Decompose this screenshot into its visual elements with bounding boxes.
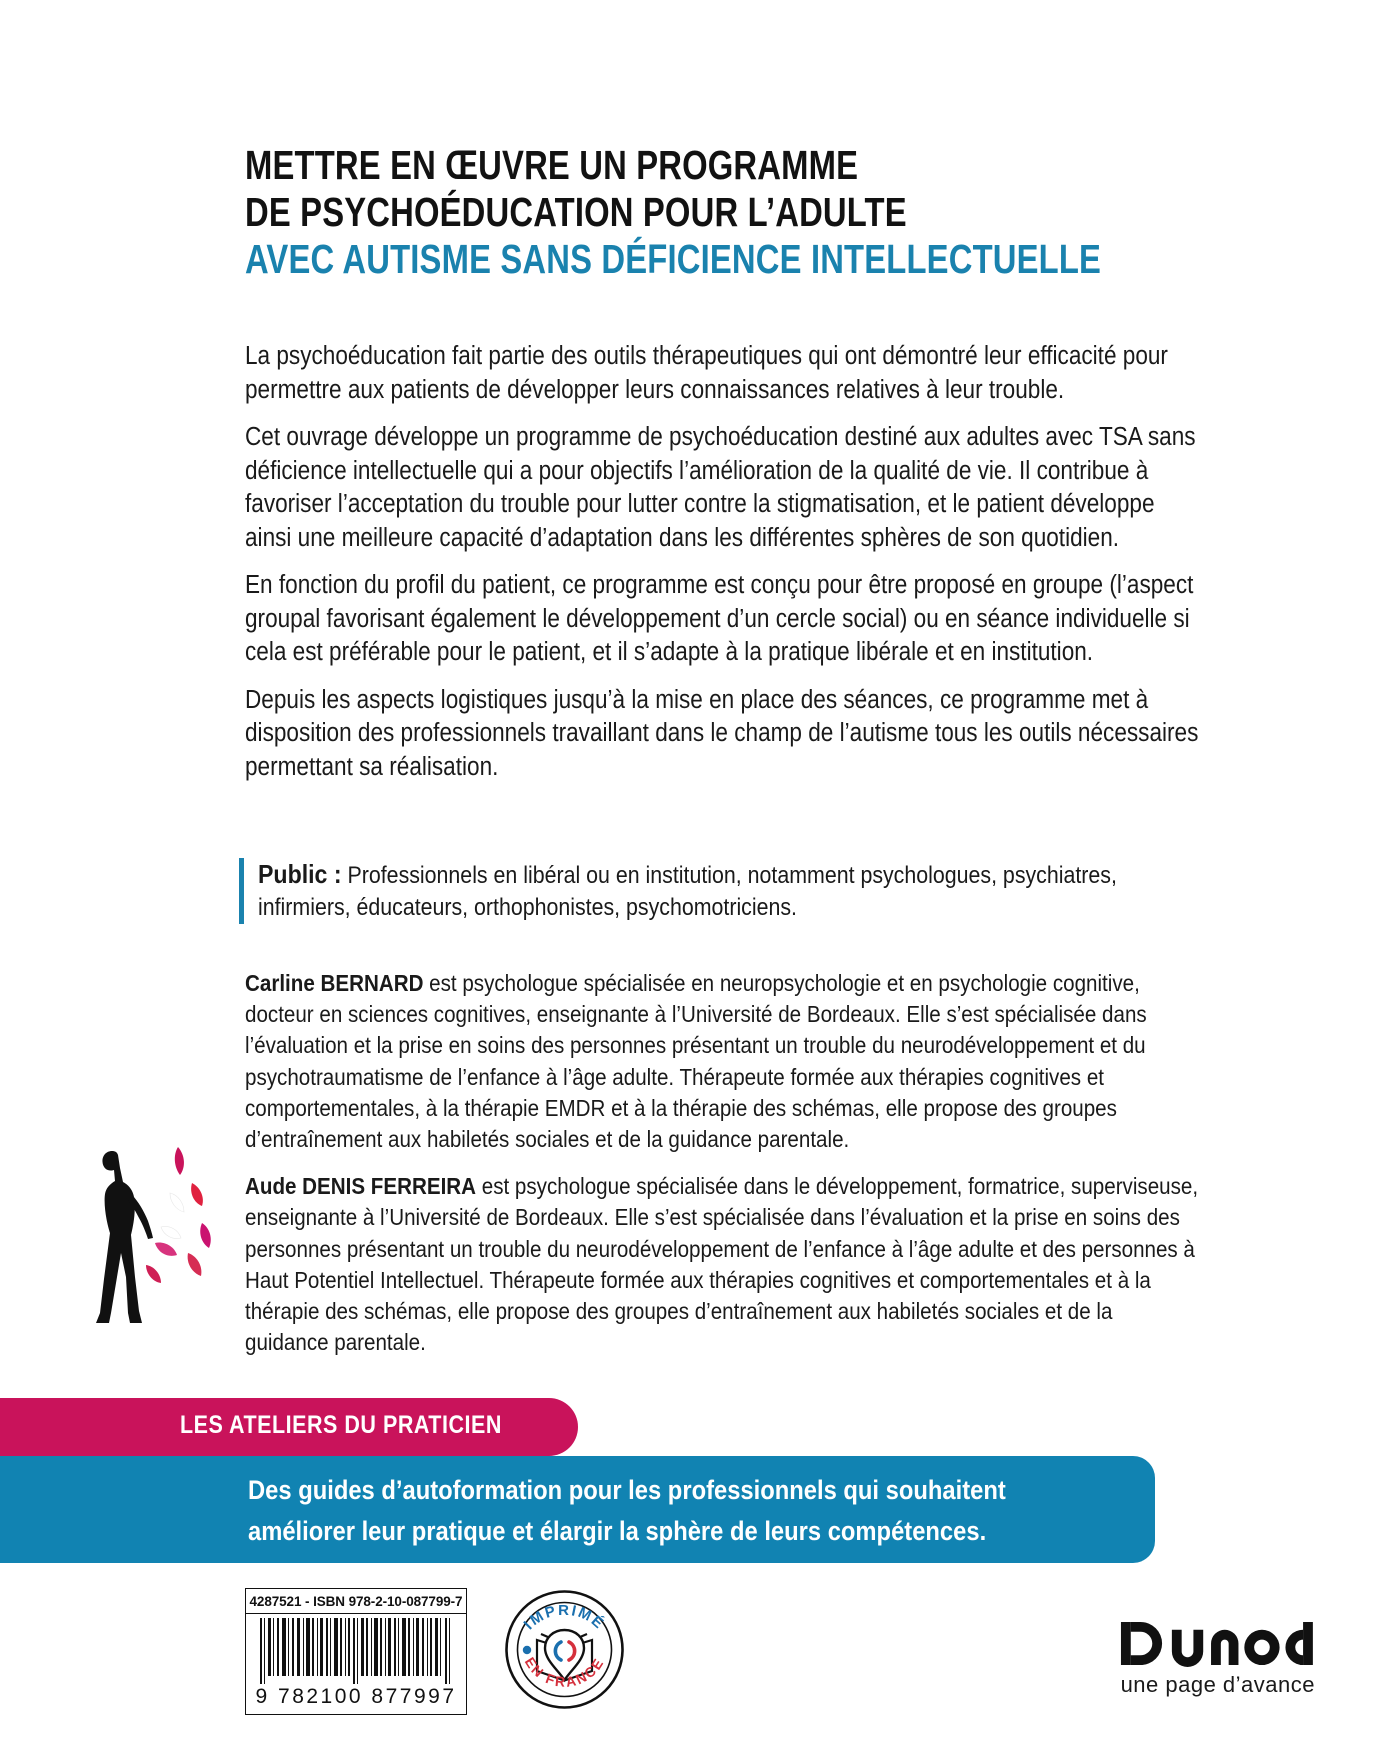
title-line-1: METTRE EN ŒUVRE UN PROGRAMME xyxy=(245,142,859,188)
collection-name: LES ATELIERS DU PRATICIEN xyxy=(180,1411,502,1439)
isbn-line: 4287521 - ISBN 978-2-10-087799-7 xyxy=(246,1589,466,1614)
blurb-paragraph-4: Depuis les aspects logistiques jusqu’à la mise en place des séances, ce programme met à disposition des professionnels travaillant dans le champ de l’autisme tous les outils nécessaires permettant sa réalisation. xyxy=(245,685,1199,781)
dunod-wordmark-icon xyxy=(1119,1620,1315,1667)
author-name: Carline BERNARD xyxy=(245,970,424,996)
svg-text:IMPRIMÉ xyxy=(521,1602,608,1633)
target-audience-label: Public : xyxy=(258,859,342,889)
target-audience-detail: Professionnels en libéral ou en institution, notamment psychologues, psychiatres, infirmiers, éducateurs, orthophonistes, psychomotriciens. xyxy=(258,862,1117,921)
blurb-paragraph-2: Cet ouvrage développe un programme de psychoéducation destiné aux adultes avec TSA sans déficience intellectuelle qui a pour objectifs l’amélioration de la qualité de vie. Il contribue à favoriser l’acceptation du trouble pour lutter contre la stigmatisation, et le patient développe ainsi une meilleure capacité d’adaptation dans les différentes sphères de son quotidien. xyxy=(245,423,1196,552)
collection-description: Des guides d’autoformation pour les professionnels qui souhaitent améliorer leur pratique et élargir la sphère de leurs compétences. xyxy=(248,1475,1006,1546)
blurb-paragraph-3: En fonction du profil du patient, ce programme est conçu pour être proposé en groupe (l’aspect groupal favorisant également le développement d’un cercle social) ou en séance individuelle si cela est préférable pour le patient, et il s’adapte à la pratique libérale et en institution. xyxy=(245,571,1194,666)
title-line-3: AVEC AUTISME SANS DÉFICIENCE INTELLECTUELLE xyxy=(245,236,1102,282)
author-bio-text: est psychologue spécialisée dans le développement, formatrice, superviseuse, enseignante à l’Université de Bordeaux. Elle s’est spécialisée dans l’évaluation et la prise en soins des personnes présentant un trouble du neurodéveloppement de l’enfance à l’âge adulte et des personnes à Haut Potentiel Intellectuel. Thérapeute formée aux thérapies cognitives et comportementales et à la thérapie des schémas, elle propose des groupes d’entraînement aux habiletés sociales et de la guidance parentale. xyxy=(245,1173,1199,1356)
blurb-text xyxy=(245,340,1200,798)
printed-in-france-stamp xyxy=(503,1588,626,1711)
publisher-logo xyxy=(1119,1620,1315,1698)
author-name: Aude DENIS FERREIRA xyxy=(245,1173,477,1200)
blurb-paragraph-1: La psychoéducation fait partie des outils thérapeutiques qui ont démontré leur efficacité pour permettre aux patients de développer leurs connaissances relatives à leur trouble. xyxy=(245,342,1168,404)
publisher-tagline: une page d’avance xyxy=(1120,1672,1315,1697)
page-title xyxy=(245,142,1165,283)
walking-figure-artwork xyxy=(60,1135,250,1335)
title-line-2: DE PSYCHOÉDUCATION POUR L’ADULTE xyxy=(245,189,907,235)
author-biographies xyxy=(245,968,1200,1374)
author-bio xyxy=(245,1171,1200,1358)
barcode-icon xyxy=(260,1618,454,1684)
petal-cluster-icon xyxy=(146,1147,211,1283)
target-audience-text xyxy=(258,858,1198,924)
target-audience-block xyxy=(239,858,1199,924)
author-bio-text: est psychologue spécialisée en neuropsychologie et en psychologie cognitive, docteur en sciences cognitives, enseignante à l’Université de Bordeaux. Elle s’est spécialisée dans l’évaluation et la prise en soins des personnes présentant un trouble du neurodéveloppement et du psychotraumatisme de l’enfance à l’âge adulte. Thérapeute formée aux thérapies cognitives et comportementales, à la thérapie EMDR et à la thérapie des schémas, elle propose des groupes d’entraînement aux habiletés sociales et de la guidance parentale. xyxy=(245,970,1147,1153)
barcode-block xyxy=(245,1588,467,1715)
author-bio xyxy=(245,968,1200,1155)
stamp-bottom-text: EN FRANCE xyxy=(521,1654,608,1690)
ean-number: 9 782100 877997 xyxy=(255,1685,457,1708)
silhouette-icon xyxy=(60,1135,250,1335)
printed-in-france-icon xyxy=(503,1588,626,1711)
stamp-top-text: IMPRIMÉ xyxy=(520,1601,608,1634)
